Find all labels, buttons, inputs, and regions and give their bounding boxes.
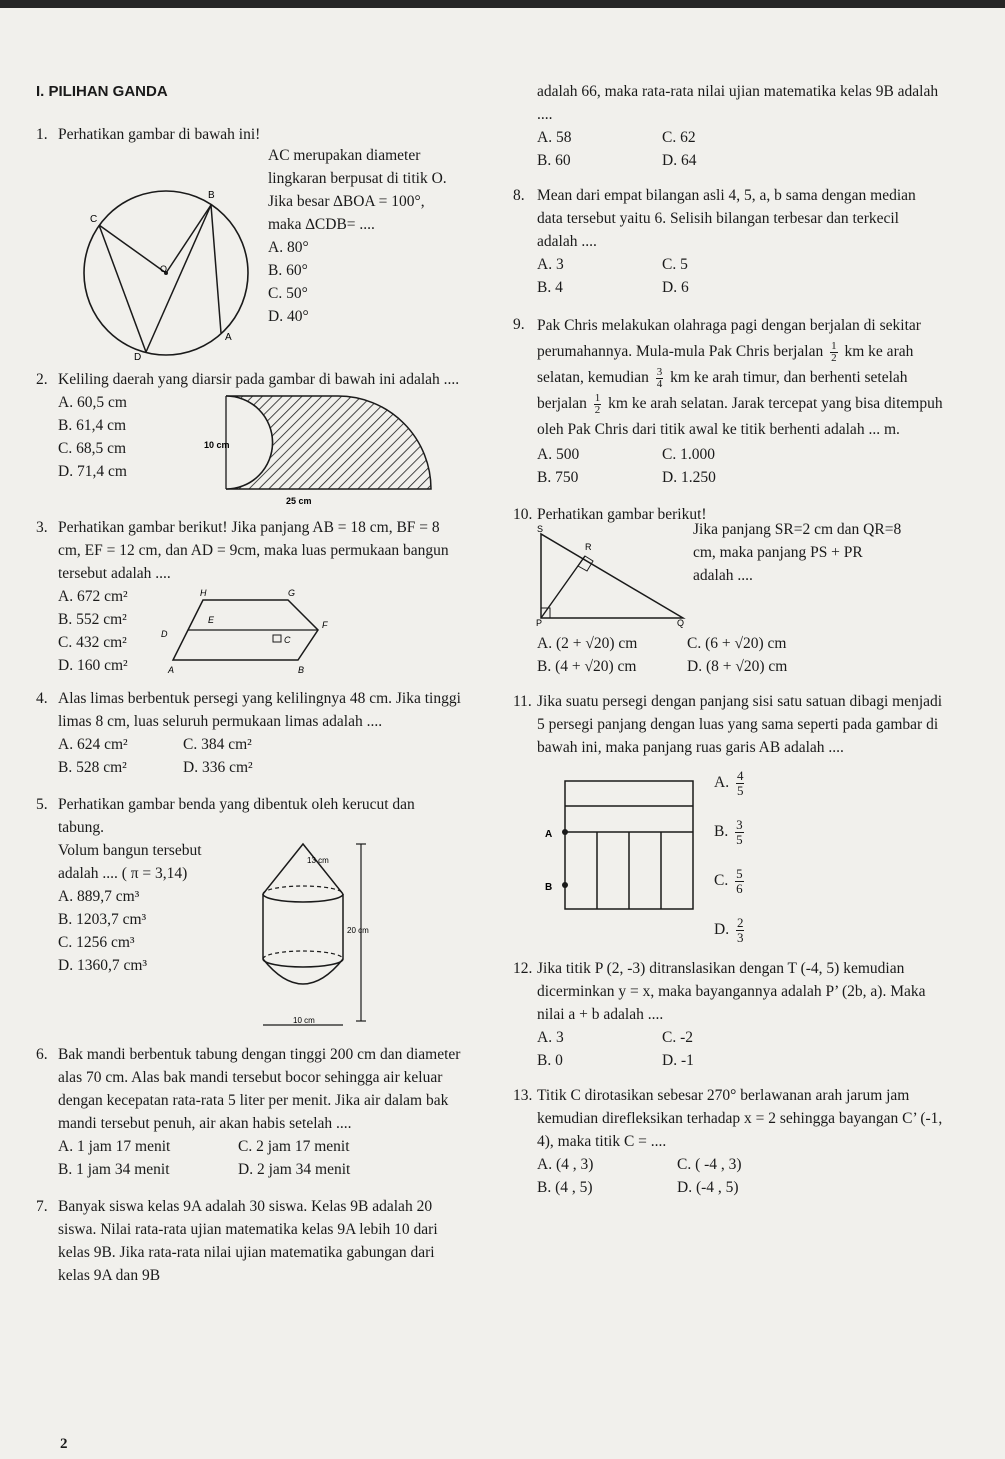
label-q: Q [677,618,685,628]
question-number: 11. [513,693,532,710]
question-prompt: Perhatikan gambar di bawah ini! [58,126,261,143]
option-letter: D. [714,921,730,939]
question-text-continued: adalah 66, maka rata-rata nilai ujian matematika kelas 9B adalah .... [537,83,939,123]
question-prompt: Perhatikan gambar berikut! [537,506,707,523]
option-d[interactable]: D. (8 + √20) cm [687,658,788,675]
option-b[interactable]: B. 60 [537,152,571,169]
question-text: Jika suatu persegi dengan panjang sisi satu satuan dibagi menjadi 5 persegi panjang dengan luas yang sama seperti pada gambar di bawah ini, maka panjang ruas garis AB adalah .... [537,693,943,756]
text-part-2: km ke arah selatan, kemudian [537,343,914,386]
denominator: 4 [656,377,663,390]
scan-top-border [0,0,1005,8]
option-letter: C. [714,872,729,890]
option-c[interactable]: C. -2 [662,1029,693,1046]
fraction-1 [830,341,838,364]
option-c[interactable]: C. 62 [662,129,696,146]
label-width: 25 cm [286,496,312,506]
label-height: 10 cm [204,440,230,450]
option-d[interactable]: D. 1.250 [662,469,716,486]
question-text: Banyak siswa kelas 9A adalah 30 siswa. Kelas 9B adalah 20 siswa. Nilai rata-rata ujian matematika kelas 9A lebih 10 dari kelas 9B. Jika rata-rata nilai ujian matematika gabungan dari kelas 9A dan 9B [58,1198,438,1284]
label-cylinder-height: 20 cm [347,926,369,935]
shaded-region-diagram [178,391,438,506]
question-text-2: Volum bangun tersebut adalah .... ( π = 3,14) [58,842,202,882]
option-a[interactable]: A. 3 [537,256,564,273]
option-b[interactable]: B. 4 [537,279,563,296]
option-d[interactable]: D. -1 [662,1052,694,1069]
denominator: 2 [831,351,837,364]
question-number: 13. [513,1087,533,1104]
option-b[interactable]: B. 528 cm² [58,759,127,776]
option-d[interactable]: D. 160 cm² [58,657,128,674]
option-c[interactable]: C. 384 cm² [183,736,252,753]
option-a[interactable]: A. 672 cm² [58,588,128,605]
label-b: B [208,190,215,201]
option-c[interactable]: C. 432 cm² [58,634,127,651]
question-text: Jika titik P (2, -3) ditranslasikan dengan T (-4, 5) kemudian dicerminkan y = x, maka bayangannya adalah P’ (2b, a). Maka nilai a + b adalah .... [537,960,926,1023]
question-text: Perhatikan gambar benda yang dibentuk oleh kerucut dan tabung. [58,796,415,836]
denominator: 2 [594,403,601,416]
option-b[interactable]: B. (4 + √20) cm [537,658,637,675]
option-a[interactable]: A. 80° [268,239,309,256]
numerator: 2 [736,915,744,930]
label-b: B [298,665,305,675]
option-c[interactable] [714,867,747,896]
question-number: 9. [513,316,525,333]
label-diameter: 10 cm [293,1016,315,1025]
left-column [36,80,461,1287]
option-d[interactable]: D. 64 [662,152,697,169]
option-a[interactable]: A. 60,5 cm [58,394,127,411]
fraction-2 [656,367,664,390]
right-column [513,80,943,1199]
question-number: 6. [36,1046,48,1063]
option-letter: A. [714,774,730,792]
numerator: 3 [736,817,743,832]
option-d[interactable]: D. 1360,7 cm³ [58,957,148,974]
option-d[interactable]: D. 2 jam 34 menit [238,1161,351,1178]
option-a[interactable]: A. 500 [537,446,580,463]
option-d[interactable]: D. 6 [662,279,689,296]
question-text: Mean dari empat bilangan asli 4, 5, a, b sama dengan median data tersebut yaitu 6. Selisih bilangan terbesar dan terkecil adalah .... [537,187,916,250]
option-b[interactable]: B. 60° [268,262,308,279]
denominator: 5 [736,832,743,847]
question-8 [513,184,943,299]
question-number: 1. [36,126,48,143]
option-b[interactable]: B. 1203,7 cm³ [58,911,147,928]
fraction-3 [594,393,602,416]
option-d[interactable]: D. (-4 , 5) [677,1179,739,1196]
label-a: A [168,665,175,675]
option-b[interactable]: B. 0 [537,1052,563,1069]
divided-square-diagram [537,769,702,919]
option-c[interactable]: C. 5 [662,256,688,273]
option-b[interactable]: B. 750 [537,469,579,486]
option-a[interactable]: A. 889,7 cm³ [58,888,140,905]
question-10 [513,503,943,678]
option-d[interactable]: D. 40° [268,308,309,325]
label-h: H [200,588,207,598]
option-d[interactable]: D. 71,4 cm [58,463,127,480]
label-r: R [585,542,592,552]
question-9 [513,313,943,489]
question-7-continued [513,80,943,172]
question-5 [36,793,461,1029]
question-7 [36,1195,461,1287]
option-c[interactable]: C. ( -4 , 3) [677,1156,742,1173]
question-text: Titik C dirotasikan sebesar 270° berlawanan arah jarum jam kemudian direfleksikan terhadap x = 2 sehingga bayangan C’ (-1, 4), maka titik C = .... [537,1087,943,1150]
numerator: 4 [736,768,744,783]
option-b[interactable]: B. 1 jam 34 menit [58,1161,170,1178]
option-c[interactable]: C. 68,5 cm [58,440,127,457]
section-title: I. PILIHAN GANDA [36,83,168,100]
question-2 [36,368,461,506]
option-a[interactable]: A. 624 cm² [58,736,128,753]
question-1 [36,123,461,363]
label-s: S [537,524,544,534]
option-a[interactable]: A. 1 jam 17 menit [58,1138,171,1155]
option-letter: B. [714,823,729,841]
option-a[interactable] [714,769,747,798]
circle-diagram [36,160,268,363]
option-a[interactable]: A. (4 , 3) [537,1156,594,1173]
question-text: Keliling daerah yang diarsir pada gambar di bawah ini adalah .... [58,371,460,388]
option-c[interactable]: C. (6 + √20) cm [687,635,787,652]
numerator: 1 [831,339,837,352]
question-number: 3. [36,519,48,536]
option-a[interactable]: A. 3 [537,1029,564,1046]
option-b[interactable] [714,818,747,847]
text-part-3: km ke arah timur, dan berhenti setelah berjalan [537,369,908,412]
option-d[interactable]: D. 336 cm² [183,759,253,776]
question-12 [513,957,943,1072]
label-f: F [322,620,328,630]
text-part-4: km ke arah selatan. Jarak tercepat yang bisa ditempuh oleh Pak Chris dari titik awal ke titik berhenti adalah ... m. [537,395,943,438]
question-text [537,313,943,443]
label-c: C [90,214,98,225]
question-11 [513,690,943,945]
label-d: D [161,629,168,639]
label-g: G [288,588,296,598]
option-a[interactable]: A. (2 + √20) cm [537,635,638,652]
label-p: P [536,618,543,628]
option-b[interactable]: B. 61,4 cm [58,417,127,434]
option-c[interactable]: C. 50° [268,285,308,302]
question-number: 5. [36,796,48,813]
option-b[interactable]: B. (4 , 5) [537,1179,593,1196]
text-part-1: Pak Chris melakukan olahraga pagi dengan berjalan di sekitar perumahannya. Mula-mula Pak Chris berjalan [537,317,921,360]
label-o: O [160,264,168,274]
label-c: C [284,635,291,645]
question-text: AC merupakan diameter lingkaran berpusat di titik O. Jika besar ∆BOA = 100°, maka ∆CDB= .... [268,147,447,233]
question-number: 4. [36,690,48,707]
numerator: 1 [594,391,601,404]
numerator: 5 [736,866,743,881]
question-text: Alas limas berbentuk persegi yang kelilingnya 48 cm. Jika tinggi limas 8 cm, luas seluruh permukaan limas adalah .... [58,690,461,730]
question-4 [36,687,461,779]
label-a: A [225,332,232,343]
option-a[interactable]: A. 58 [537,129,572,146]
label-a: A [545,829,553,840]
question-number: 7. [36,1198,48,1215]
question-3 [36,516,461,677]
label-b: B [545,882,553,893]
question-number: 2. [36,371,48,388]
question-text: Bak mandi berbentuk tabung dengan tinggi 200 cm dan diameter alas 70 cm. Alas bak mandi tersebut bocor sehingga air keluar dengan kecepatan rata-rata 5 liter per menit. Jika air dalam bak mandi tersebut penuh, air akan habis setelah .... [58,1046,461,1132]
question-13 [513,1084,943,1199]
option-d[interactable] [714,916,747,945]
label-cone-height: 13 cm [307,856,329,865]
option-c[interactable]: C. 1256 cm³ [58,934,135,951]
question-6 [36,1043,461,1181]
question-number: 10. [513,506,533,523]
cone-cylinder-diagram [243,839,413,1029]
label-e: E [208,615,215,625]
question-text: Perhatikan gambar berikut! Jika panjang AB = 18 cm, BF = 8 cm, EF = 12 cm, dan AD = 9cm, maka luas permukaan bangun tersebut adalah .... [58,519,449,582]
denominator: 5 [736,783,744,798]
label-d: D [134,352,142,363]
denominator: 6 [736,881,743,896]
question-number: 8. [513,187,525,204]
question-number: 12. [513,960,533,977]
option-c[interactable]: C. 2 jam 17 menit [238,1138,350,1155]
page-number: 2 [60,1436,68,1452]
numerator: 3 [656,365,663,378]
option-c[interactable]: C. 1.000 [662,446,715,463]
option-b[interactable]: B. 552 cm² [58,611,127,628]
denominator: 3 [736,930,744,945]
triangle-diagram [537,526,687,626]
question-text: Jika panjang SR=2 cm dan QR=8 cm, maka panjang PS + PR adalah .... [693,521,902,584]
prism-diagram [158,585,348,677]
